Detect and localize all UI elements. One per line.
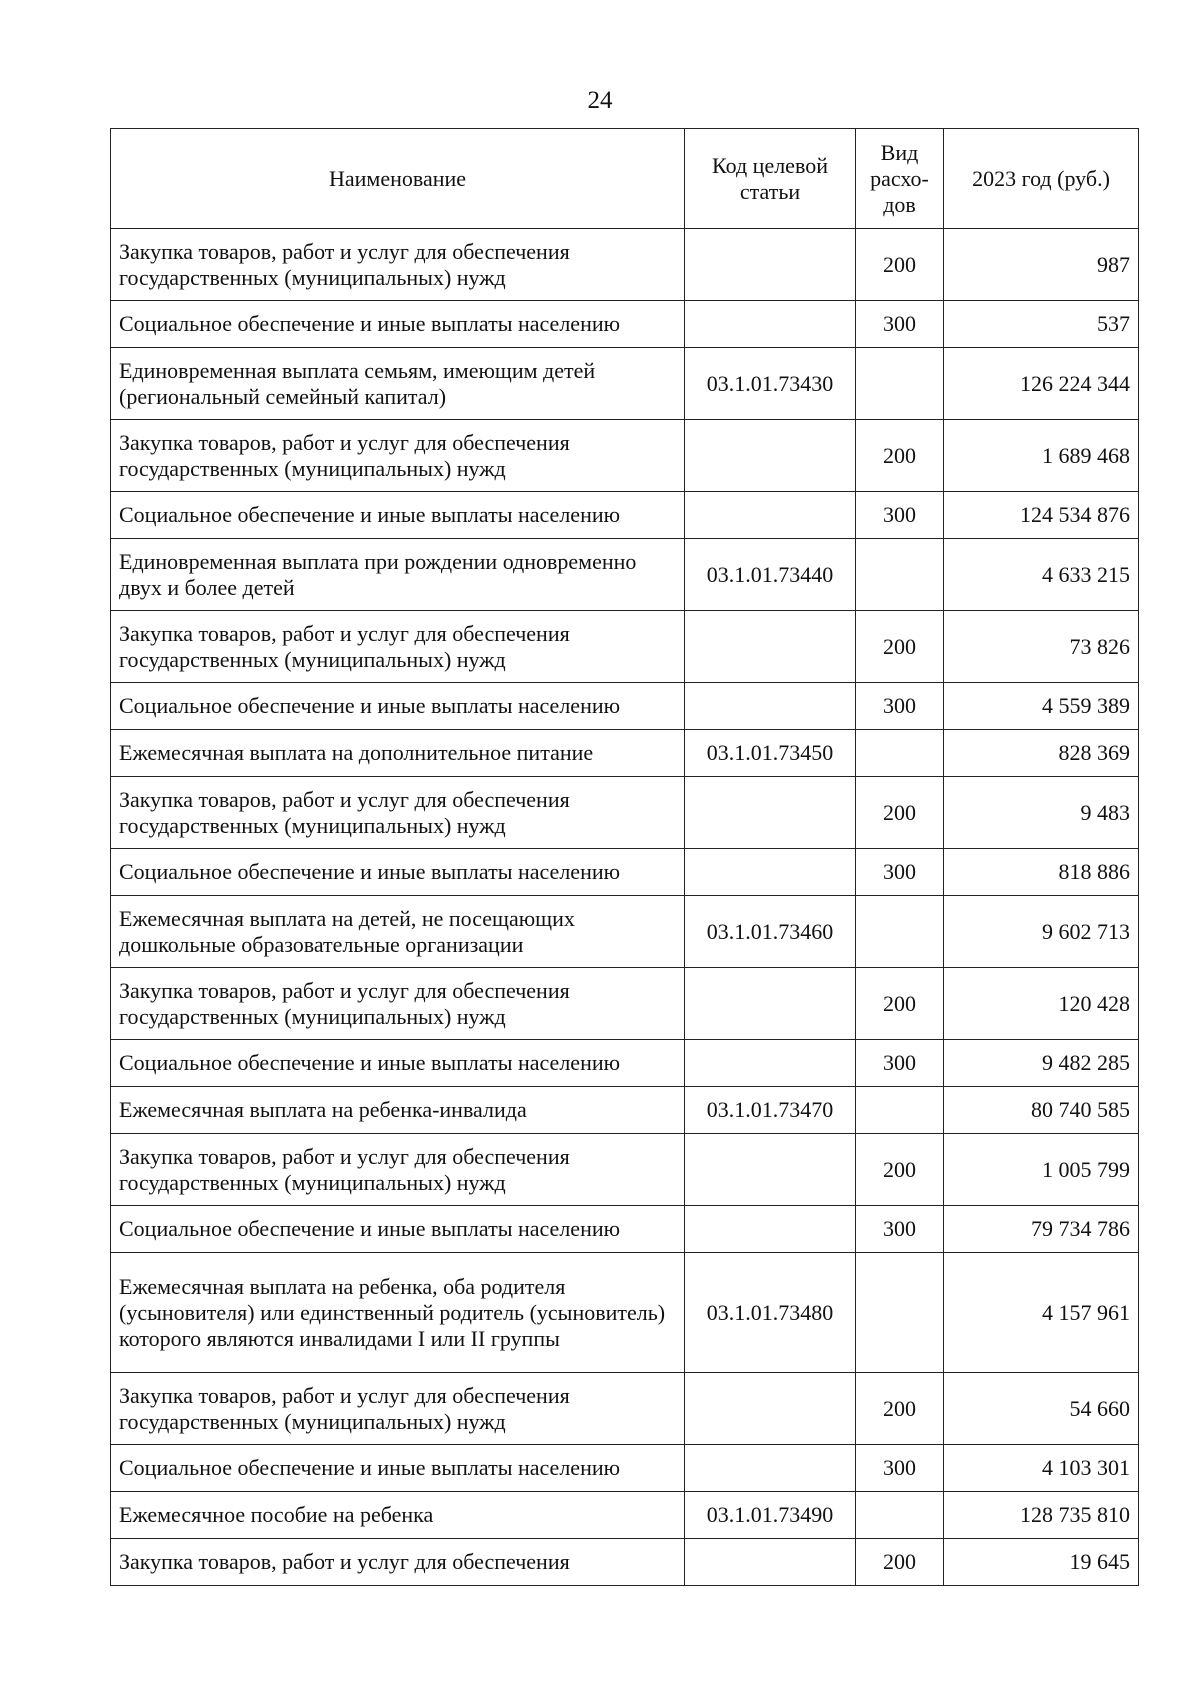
cell-sum: 9 482 285 [944,1040,1139,1087]
cell-sum: 9 483 [944,777,1139,849]
header-vid: Вид расхо-дов [856,129,944,229]
cell-vid: 200 [856,229,944,301]
cell-name: Закупка товаров, работ и услуг для обеспечения государственных (муниципальных) нужд [111,420,685,492]
table-row [111,1206,1139,1253]
cell-sum: 987 [944,229,1139,301]
cell-sum: 128 735 810 [944,1492,1139,1539]
cell-sum: 4 559 389 [944,683,1139,730]
cell-sum: 19 645 [944,1539,1139,1586]
cell-code [685,849,856,896]
cell-name: Закупка товаров, работ и услуг для обеспечения государственных (муниципальных) нужд [111,1373,685,1445]
cell-vid: 300 [856,1040,944,1087]
table-header [111,129,1139,229]
cell-name: Единовременная выплата при рождении одновременно двух и более детей [111,539,685,611]
cell-name: Социальное обеспечение и иные выплаты населению [111,492,685,539]
table-row [111,730,1139,777]
cell-sum: 126 224 344 [944,348,1139,420]
table-row [111,1040,1139,1087]
cell-vid [856,1087,944,1134]
cell-code [685,301,856,348]
table-row [111,492,1139,539]
table-body [111,229,1139,1586]
cell-sum: 9 602 713 [944,896,1139,968]
table-row [111,1373,1139,1445]
cell-sum: 124 534 876 [944,492,1139,539]
cell-code [685,968,856,1040]
cell-code [685,1539,856,1586]
cell-code: 03.1.01.73440 [685,539,856,611]
cell-sum: 80 740 585 [944,1087,1139,1134]
header-name: Наименование [111,129,685,229]
cell-code [685,777,856,849]
table-row [111,1134,1139,1206]
cell-code [685,1445,856,1492]
cell-vid: 300 [856,492,944,539]
cell-sum: 828 369 [944,730,1139,777]
cell-vid: 200 [856,611,944,683]
cell-name: Единовременная выплата семьям, имеющим детей (региональный семейный капитал) [111,348,685,420]
budget-table [110,128,1139,1586]
cell-sum: 4 103 301 [944,1445,1139,1492]
cell-sum: 73 826 [944,611,1139,683]
cell-name: Социальное обеспечение и иные выплаты населению [111,301,685,348]
header-row [111,129,1139,229]
cell-code [685,420,856,492]
cell-vid: 200 [856,1134,944,1206]
cell-code [685,1134,856,1206]
cell-vid: 300 [856,849,944,896]
cell-code: 03.1.01.73450 [685,730,856,777]
cell-vid [856,1253,944,1373]
header-code: Код целевой статьи [685,129,856,229]
cell-vid [856,896,944,968]
table-row [111,1445,1139,1492]
cell-name: Ежемесячная выплата на дополнительное питание [111,730,685,777]
cell-code [685,1040,856,1087]
cell-vid: 300 [856,301,944,348]
cell-name: Закупка товаров, работ и услуг для обеспечения государственных (муниципальных) нужд [111,968,685,1040]
cell-name: Ежемесячная выплата на детей, не посещающих дошкольные образовательные организации [111,896,685,968]
table-row [111,683,1139,730]
cell-vid [856,730,944,777]
cell-code: 03.1.01.73470 [685,1087,856,1134]
cell-code: 03.1.01.73430 [685,348,856,420]
cell-code [685,492,856,539]
cell-vid: 200 [856,777,944,849]
table-row [111,348,1139,420]
cell-name: Социальное обеспечение и иные выплаты населению [111,1040,685,1087]
cell-name: Ежемесячная выплата на ребенка, оба родителя (усыновителя) или единственный родитель (усыновитель) которого являются инвалидами I или II группы [111,1253,685,1373]
cell-code [685,1206,856,1253]
table-row [111,301,1139,348]
cell-vid [856,348,944,420]
table-row [111,420,1139,492]
cell-name: Закупка товаров, работ и услуг для обеспечения [111,1539,685,1586]
cell-code [685,683,856,730]
cell-sum: 818 886 [944,849,1139,896]
cell-name: Социальное обеспечение и иные выплаты населению [111,849,685,896]
cell-name: Ежемесячное пособие на ребенка [111,1492,685,1539]
table-row [111,1492,1139,1539]
cell-name: Социальное обеспечение и иные выплаты населению [111,1206,685,1253]
cell-vid: 200 [856,420,944,492]
cell-vid: 300 [856,1445,944,1492]
cell-vid [856,539,944,611]
cell-sum: 79 734 786 [944,1206,1139,1253]
page-number: 24 [587,87,613,114]
header-sum: 2023 год (руб.) [944,129,1139,229]
cell-name: Закупка товаров, работ и услуг для обеспечения государственных (муниципальных) нужд [111,611,685,683]
cell-vid: 300 [856,1206,944,1253]
table-row [111,968,1139,1040]
cell-name: Ежемесячная выплата на ребенка-инвалида [111,1087,685,1134]
cell-vid: 300 [856,683,944,730]
table-row [111,849,1139,896]
table-row [111,777,1139,849]
table-row [111,1087,1139,1134]
cell-code: 03.1.01.73480 [685,1253,856,1373]
cell-name: Закупка товаров, работ и услуг для обеспечения государственных (муниципальных) нужд [111,1134,685,1206]
cell-name: Социальное обеспечение и иные выплаты населению [111,1445,685,1492]
table-row [111,1539,1139,1586]
table-row [111,1253,1139,1373]
cell-code [685,1373,856,1445]
cell-vid: 200 [856,1539,944,1586]
cell-sum: 4 633 215 [944,539,1139,611]
table-row [111,229,1139,301]
cell-name: Закупка товаров, работ и услуг для обеспечения государственных (муниципальных) нужд [111,229,685,301]
table-row [111,896,1139,968]
cell-sum: 4 157 961 [944,1253,1139,1373]
cell-vid [856,1492,944,1539]
cell-sum: 1 005 799 [944,1134,1139,1206]
table-row [111,539,1139,611]
cell-sum: 537 [944,301,1139,348]
cell-code: 03.1.01.73460 [685,896,856,968]
table-row [111,611,1139,683]
cell-code: 03.1.01.73490 [685,1492,856,1539]
cell-vid: 200 [856,1373,944,1445]
cell-sum: 1 689 468 [944,420,1139,492]
cell-code [685,611,856,683]
cell-sum: 54 660 [944,1373,1139,1445]
cell-vid: 200 [856,968,944,1040]
cell-name: Социальное обеспечение и иные выплаты населению [111,683,685,730]
cell-code [685,229,856,301]
cell-sum: 120 428 [944,968,1139,1040]
cell-name: Закупка товаров, работ и услуг для обеспечения государственных (муниципальных) нужд [111,777,685,849]
